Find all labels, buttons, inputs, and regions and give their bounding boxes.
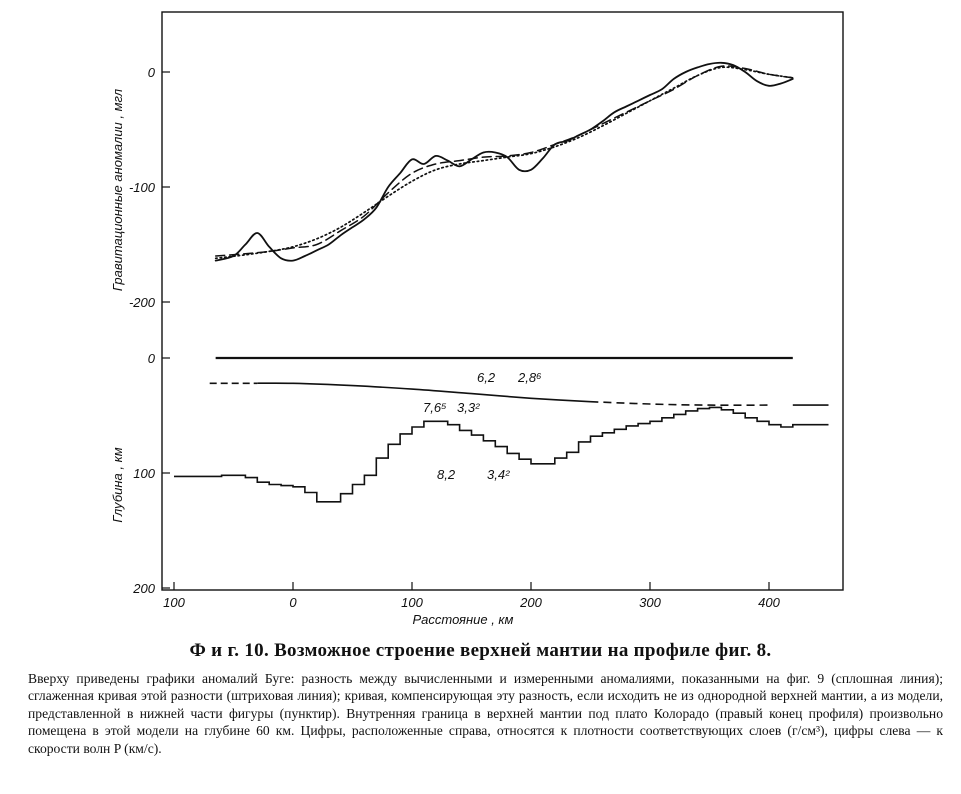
x-tick-label: 100 — [163, 595, 185, 610]
upper-mantle-internal-boundary-step-line — [174, 407, 829, 501]
smoothed-difference-dashed-line — [216, 66, 793, 256]
figure-caption-title: Ф и г. 10. Возможное строение верхней мантии на профиле фиг. 8. — [189, 640, 772, 661]
layer-label-upper-mantle-velocity: 7,6⁵ — [423, 400, 447, 415]
upper-y-tick-label: -200 — [128, 295, 155, 310]
figure-caption-body: Вверху приведены графики аномалий Буге: разность между вычисленными и измеренными аномалиями, показанными на фиг. 9 (сплошная линия); сглаженная кривая этой разности (штриховая линия); кривая, компенсирующая эту разность, если исходить не из однородной верхней мантии, а из модели, представленной в нижней части фигуры (пунктир). Внутренняя граница в верхней мантии под плато Колорадо (правый конец профиля) произвольно помещена в этой модели на глубине 60 км. Цифры, расположенные справа, относятся к плотности соответствующих слоев (г/см³), цифры слева — к скорости волн P (км/с). — [28, 671, 943, 756]
x-axis-title: Расстояние , км — [412, 612, 514, 627]
upper-y-tick-label: -100 — [128, 180, 155, 195]
bouguer-anomaly-difference-line — [216, 63, 793, 261]
upper-y-axis-title: Гравитационные аномалии , мгл — [110, 88, 125, 292]
compensating-curve-dotted-line — [216, 67, 793, 258]
upper-panel-curves — [216, 63, 793, 261]
x-tick-label: 200 — [520, 595, 542, 610]
layer-label-lower-mantle-density: 3,4² — [487, 467, 510, 482]
lower-y-axis-title: Глубина , км — [110, 447, 125, 523]
lower-y-tick-label: 200 — [133, 581, 155, 596]
x-tick-label: 100 — [401, 595, 423, 610]
layer-label-crust-density: 2,8⁶ — [518, 370, 542, 385]
upper-y-axis — [129, 65, 170, 310]
x-tick-label: 0 — [289, 595, 297, 610]
lower-y-tick-label: 0 — [147, 351, 155, 366]
layer-label-upper-mantle-density: 3,3² — [457, 400, 480, 415]
upper-y-tick-label: 0 — [147, 65, 155, 80]
x-tick-label: 400 — [758, 595, 780, 610]
x-tick-label: 300 — [639, 595, 661, 610]
x-axis — [163, 582, 780, 610]
layer-label-lower-mantle-velocity: 8,2 — [437, 467, 456, 482]
lower-y-tick-label: 100 — [133, 466, 155, 481]
lower-y-axis — [132, 351, 170, 596]
layer-label-crust-velocity: 6,2 — [477, 370, 496, 385]
boundary-right-mask — [591, 393, 793, 416]
plot-frame — [162, 12, 843, 590]
